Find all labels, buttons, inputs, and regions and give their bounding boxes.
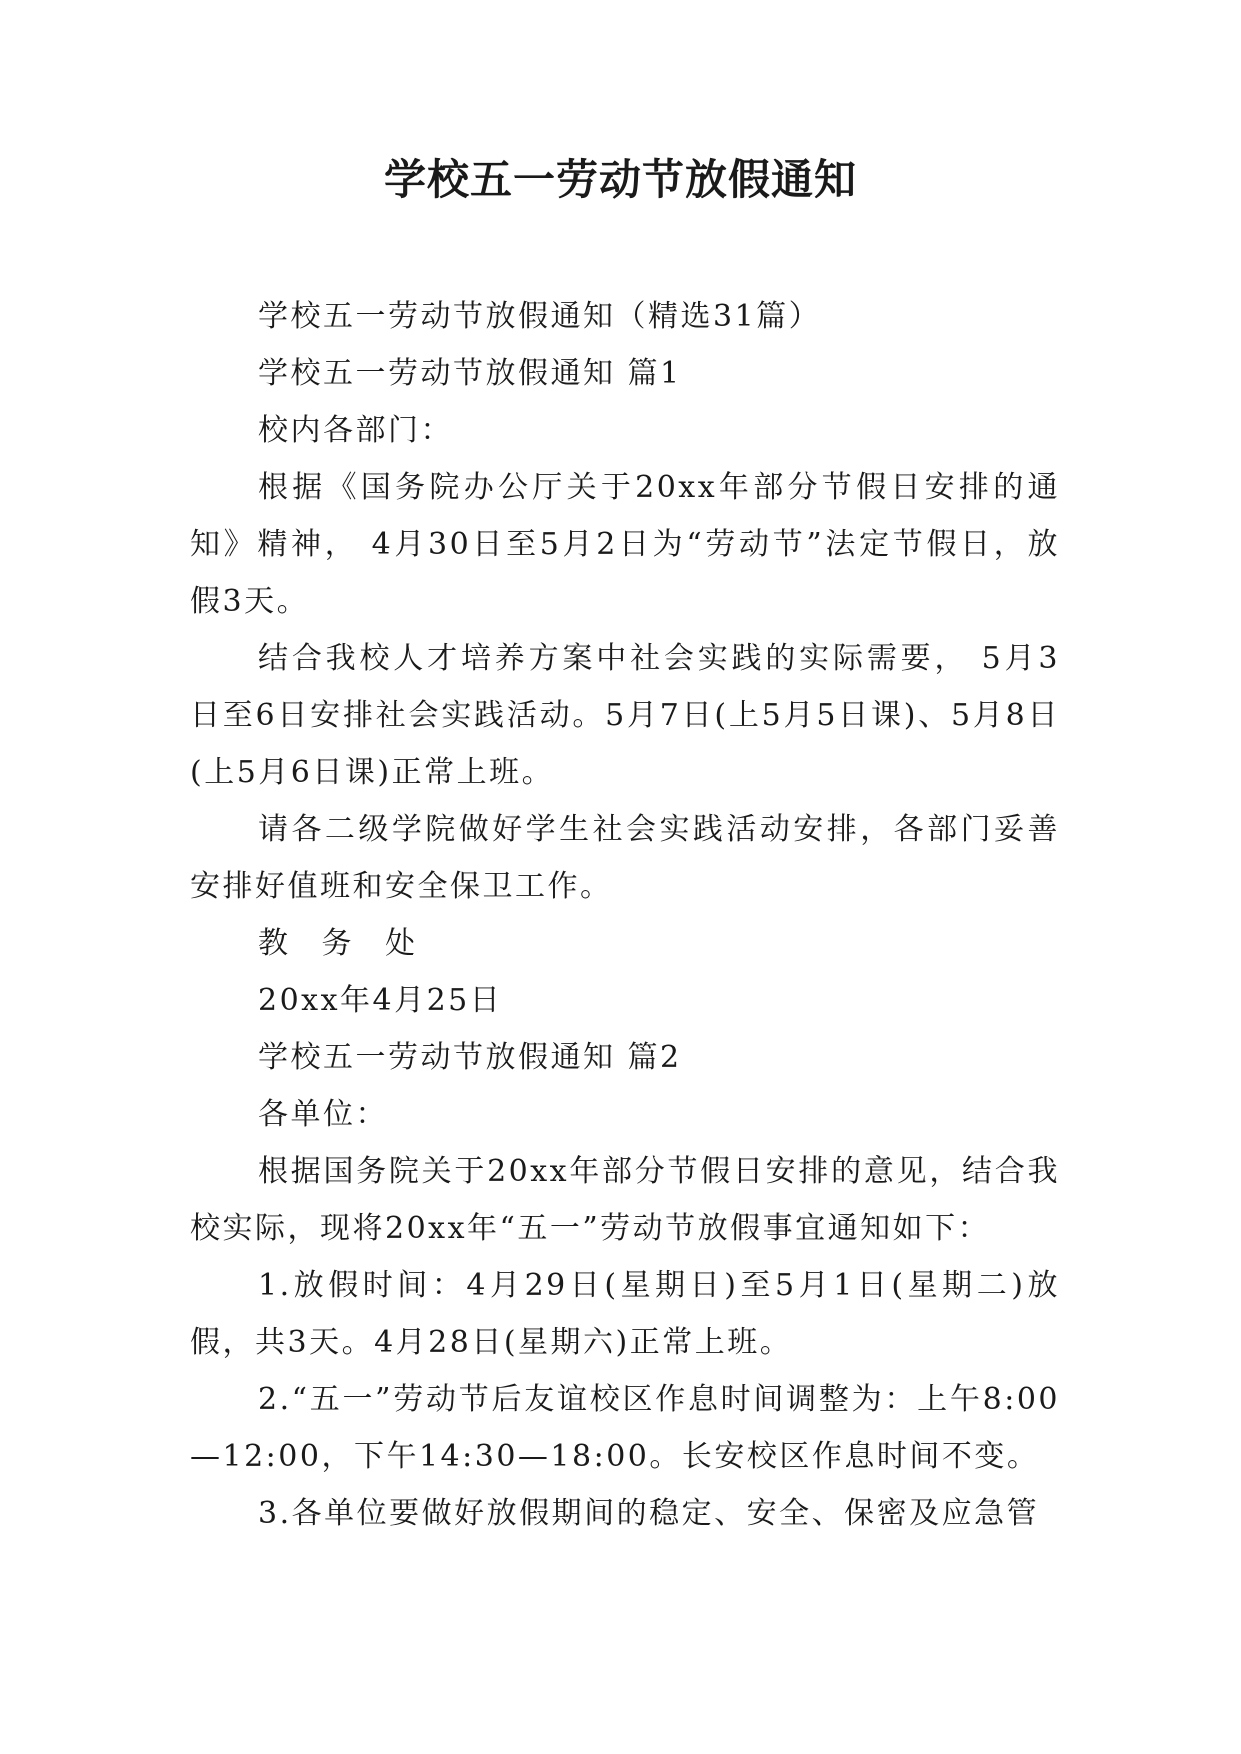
paragraph: 请各二级学院做好学生社会实践活动安排，各部门妥善安排好值班和安全保卫工作。 (190, 812, 1060, 904)
list-item: 3.各单位要做好放假期间的稳定、安全、保密及应急管 (258, 1496, 1040, 1531)
paragraph-subtitle: 学校五一劳动节放假通知（精选31篇） (258, 299, 822, 334)
section-heading-1: 学校五一劳动节放假通知 篇1 (258, 356, 682, 391)
salutation: 各单位： (258, 1097, 388, 1132)
list-item: 1.放假时间：4月29日(星期日)至5月1日(星期二)放假，共3天。4月28日(星期六)正常上班。 (190, 1268, 1060, 1360)
paragraph: 根据《国务院办公厅关于20xx年部分节假日安排的通知》精神， 4月30日至5月2日为“劳动节”法定节假日，放假3天。 (190, 470, 1060, 619)
salutation: 校内各部门： (258, 413, 453, 448)
paragraph: 结合我校人才培养方案中社会实践的实际需要， 5月3日至6日安排社会实践活动。5月7日(上5月5日课)、5月8日(上5月6日课)正常上班。 (190, 641, 1060, 790)
paragraph: 根据国务院关于20xx年部分节假日安排的意见，结合我校实际，现将20xx年“五一”劳动节放假事宜通知如下： (190, 1154, 1060, 1246)
document-body (190, 288, 1060, 1542)
signature-date: 20xx年4月25日 (258, 983, 503, 1018)
list-item: 2.“五一”劳动节后友谊校区作息时间调整为：上午8:00—12:00，下午14:30—18:00。长安校区作息时间不变。 (190, 1382, 1060, 1474)
signature-office: 教 务 处 (258, 926, 428, 961)
document-title: 学校五一劳动节放假通知 (383, 155, 857, 204)
section-heading-2: 学校五一劳动节放假通知 篇2 (258, 1040, 682, 1075)
